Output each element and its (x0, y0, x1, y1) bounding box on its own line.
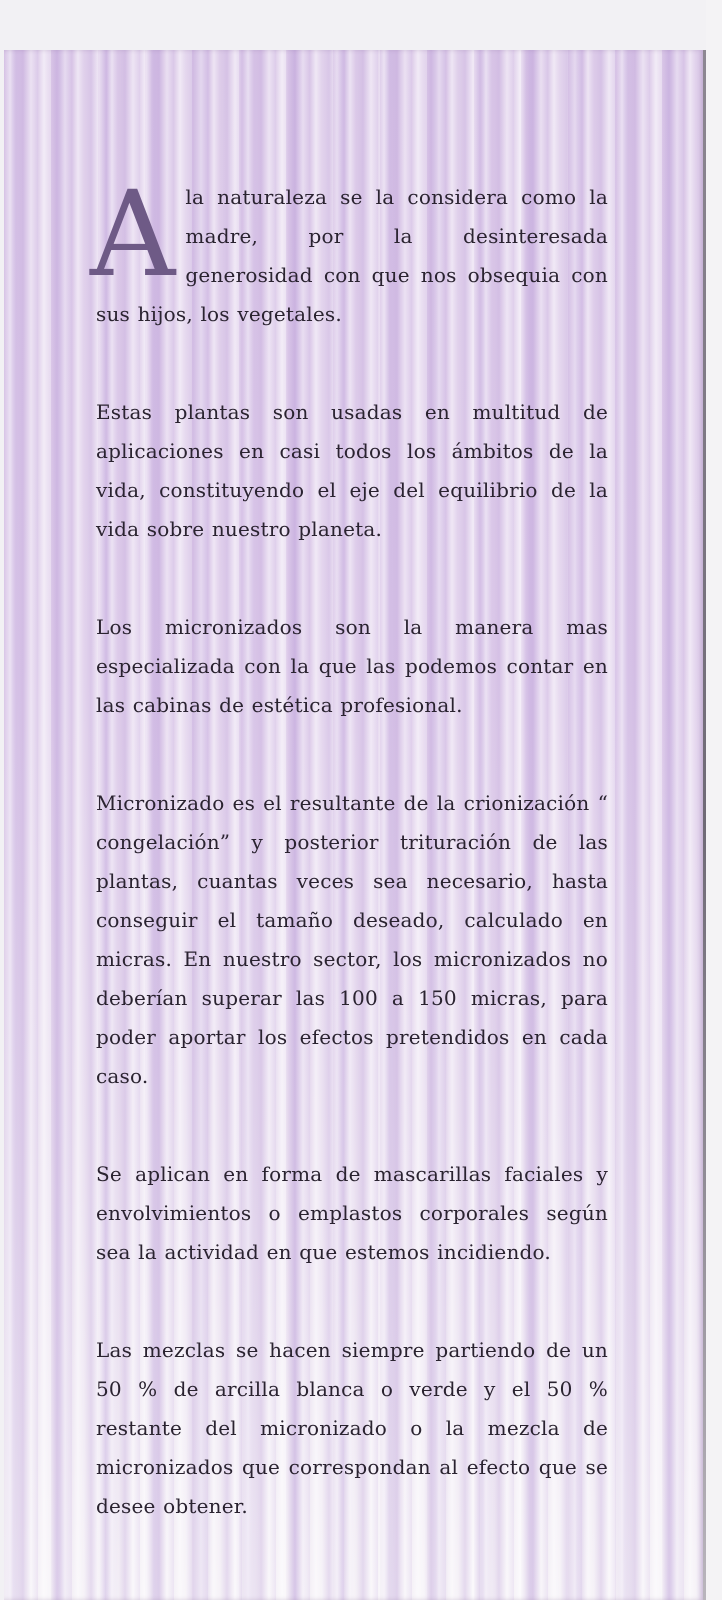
paragraph-3: Los micronizados son la manera mas especializada con la que las podemos contar en las cabinas de estética profesional. (96, 615, 608, 717)
scan-margin (706, 0, 722, 1600)
text-column (90, 165, 608, 1585)
brochure-panel (4, 50, 704, 1600)
drop-cap: A (90, 165, 176, 303)
paragraph-1 (90, 165, 608, 334)
paragraph-4: Micronizado es el resultante de la crionización “ congelación” y posterior trituración de las plantas, cuantas veces sea necesario, hasta conseguir el tamaño deseado, calculado en micras. En nuestro sector, los micronizados no deberían superar las 100 a 150 micras, para poder aportar los efectos pretendidos en cada caso. (96, 791, 608, 1088)
paragraph-1-text: la naturaleza se la considera como la madre, por la desinteresada generosidad con que nos obsequia con sus hijos, los vegetales. (96, 185, 608, 326)
paragraph-5: Se aplican en forma de mascarillas faciales y envolvimientos o emplastos corporales según sea la actividad en que estemos incidiendo. (96, 1162, 608, 1264)
paragraph-2: Estas plantas son usadas en multitud de aplicaciones en casi todos los ámbitos de la vida, constituyendo el eje del equilibrio de la vida sobre nuestro planeta. (96, 400, 608, 541)
paragraph-6: Las mezclas se hacen siempre partiendo de un 50 % de arcilla blanca o verde y el 50 % restante del micronizado o la mezcla de micronizados que correspondan al efecto que se desee obtener. (96, 1338, 608, 1518)
